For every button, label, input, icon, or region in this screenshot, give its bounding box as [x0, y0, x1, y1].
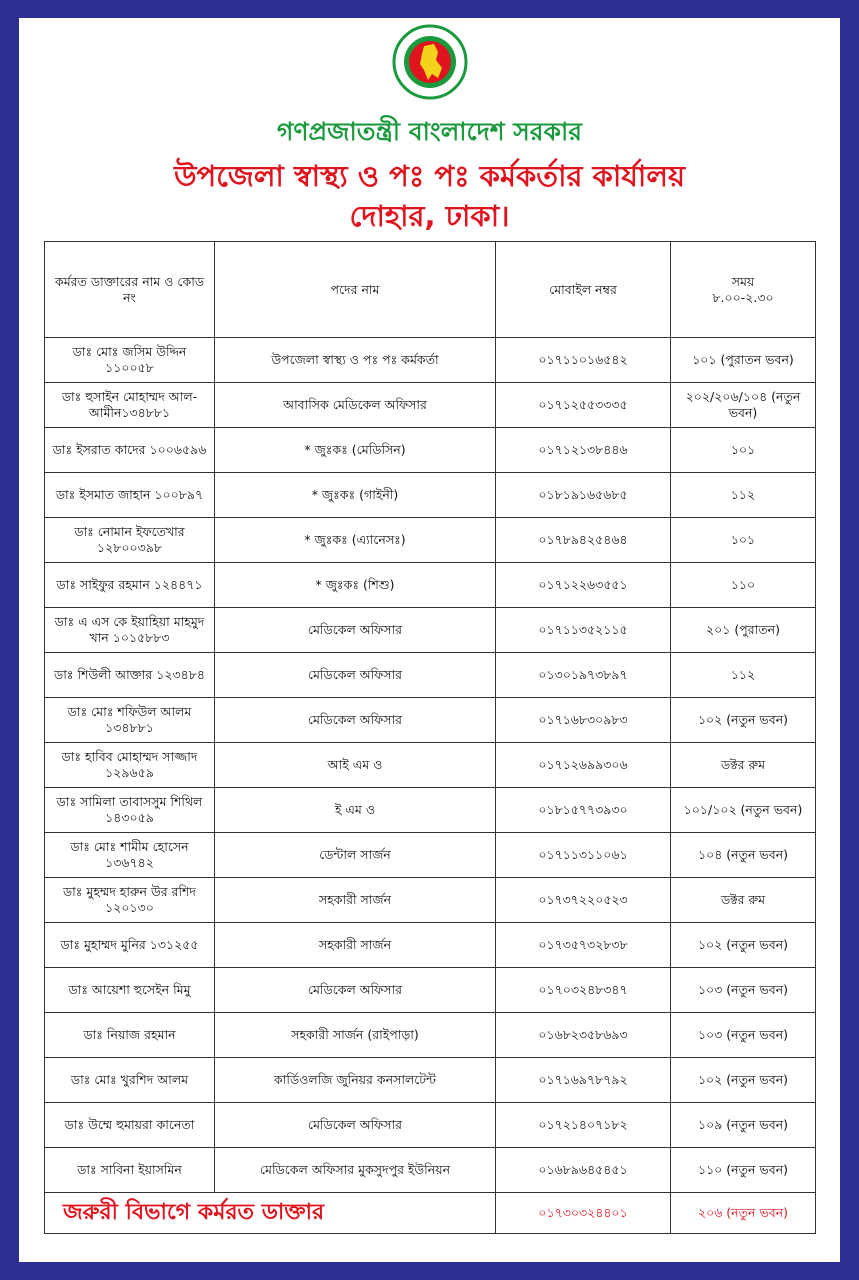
table-row: [45, 878, 816, 923]
room-time: ১০১: [671, 428, 816, 473]
post-name: * জুঃকঃ (গাইনী): [215, 473, 496, 518]
table-row: [45, 383, 816, 428]
mobile-number: ০১৬৮৯৬৪৫৪৫১: [496, 1148, 671, 1193]
room-time: ১০৩ (নতুন ভবন): [671, 968, 816, 1013]
mobile-number: ০১৭২১৪০৭১৮২: [496, 1103, 671, 1148]
post-name: * জুঃকঃ (মেডিসিন): [215, 428, 496, 473]
table-header-row: [45, 242, 816, 338]
mobile-number: ০১৮১৫৭৭৩৯৩০: [496, 788, 671, 833]
doctor-name: ডাঃ মোঃ শামীম হোসেন ১৩৬৭৪২: [45, 833, 215, 878]
doctor-name: ডাঃ নোমান ইফতেখার ১২৮০০৩৯৮: [45, 518, 215, 563]
location-title: দোহার, ঢাকা।: [349, 199, 510, 233]
table-row: [45, 1148, 816, 1193]
post-name: মেডিকেল অফিসার: [215, 698, 496, 743]
room-time: ডক্টর রুম: [671, 743, 816, 788]
post-name: মেডিকেল অফিসার: [215, 608, 496, 653]
table-row: [45, 518, 816, 563]
room-time: ২০১ (পুরাতন): [671, 608, 816, 653]
room-time: ১০২ (নতুন ভবন): [671, 1058, 816, 1103]
doctor-name: ডাঃ হাবিব মোহাম্মদ সাজ্জাদ ১২৯৬৫৯: [45, 743, 215, 788]
doctor-name: ডাঃ আয়েশা হুসেইন মিমু: [45, 968, 215, 1013]
doctor-name: ডাঃ মোঃ শফিউল আলম ১৩৪৮৮১: [45, 698, 215, 743]
doctor-name: ডাঃ শিউলী আক্তার ১২৩৪৮৪: [45, 653, 215, 698]
doctor-name: ডাঃ নিয়াজ রহমান: [45, 1013, 215, 1058]
post-name: মেডিকেল অফিসার মুকসুদপুর ইউনিয়ন: [215, 1148, 496, 1193]
mobile-number: ০১৭১১৩১১০৬১: [496, 833, 671, 878]
room-time: ২০২/২০৬/১০৪ (নতুন ভবন): [671, 383, 816, 428]
post-name: মেডিকেল অফিসার: [215, 968, 496, 1013]
table-row: [45, 698, 816, 743]
government-emblem-icon: [392, 24, 468, 100]
header-name: কর্মরত ডাক্তারের নাম ও কোড নং: [45, 242, 215, 338]
mobile-number: ০১৭১৬৮৩০৯৮৩: [496, 698, 671, 743]
doctor-name: ডাঃ মোঃ জসিম উদ্দিন ১১০০৫৮: [45, 338, 215, 383]
mobile-number: ০১৭০৩২৪৮৩৪৭: [496, 968, 671, 1013]
doctor-name: ডাঃ ইসরাত কাদের ১০০৬৫৯৬: [45, 428, 215, 473]
mobile-number: ০১৭১২৫৫৩৩৩৫: [496, 383, 671, 428]
mobile-number: ০১৭৩৫৭৩২৮৩৮: [496, 923, 671, 968]
header-time: সময় ৮.০০-২.৩০: [671, 242, 816, 338]
mobile-number: ০১৭১২২৬৩৫৫১: [496, 563, 671, 608]
mobile-number: ০১৭১৬৯৭৮৭৯২: [496, 1058, 671, 1103]
mobile-number: ০১৭১১০১৬৫৪২: [496, 338, 671, 383]
post-name: সহকারী সার্জন: [215, 923, 496, 968]
mobile-number: ০১৭১১৩৫২১১৫: [496, 608, 671, 653]
post-name: * জুঃকঃ (এ্যানেসঃ): [215, 518, 496, 563]
room-time: ১০১ (পুরাতন ভবন): [671, 338, 816, 383]
table-row: [45, 968, 816, 1013]
doctor-name: ডাঃ সাইফুর রহমান ১২৪৪৭১: [45, 563, 215, 608]
table-row: [45, 1013, 816, 1058]
post-name: আই এম ও: [215, 743, 496, 788]
post-name: ই এম ও: [215, 788, 496, 833]
emergency-room: ২০৬ (নতুন ভবন): [671, 1193, 816, 1234]
room-time: ১০২ (নতুন ভবন): [671, 923, 816, 968]
post-name: উপজেলা স্বাস্থ্য ও পঃ পঃ কর্মকর্তা: [215, 338, 496, 383]
room-time: ১১০ (নতুন ভবন): [671, 1148, 816, 1193]
mobile-number: ০১৭১২১৩৮৪৪৬: [496, 428, 671, 473]
post-name: * জুঃকঃ (শিশু): [215, 563, 496, 608]
doctor-name: ডাঃ সামিলা তাবাসসুম শিথিল ১৪৩০৫৯: [45, 788, 215, 833]
table-row: [45, 923, 816, 968]
header-mobile: মোবাইল নম্বর: [496, 242, 671, 338]
room-time: ১১২: [671, 653, 816, 698]
mobile-number: ০১৭৮৯৪২৫৪৬৪: [496, 518, 671, 563]
room-time: ১০২ (নতুন ভবন): [671, 698, 816, 743]
room-time: ১০৩ (নতুন ভবন): [671, 1013, 816, 1058]
table-row: [45, 473, 816, 518]
post-name: ডেন্টাল সার্জন: [215, 833, 496, 878]
emergency-mobile: ০১৭৩০৩২৪৪০১: [496, 1193, 671, 1234]
room-time: ১১০: [671, 563, 816, 608]
doctor-name: ডাঃ মুহাম্মদ মুনির ১৩১২৫৫: [45, 923, 215, 968]
room-time: ১০৯ (নতুন ভবন): [671, 1103, 816, 1148]
doctor-name: ডাঃ এ এস কে ইয়াহিয়া মাহমুদ খান ১০১৫৮৮৩: [45, 608, 215, 653]
mobile-number: ০১৭১২৬৯৯৩০৬: [496, 743, 671, 788]
room-time: ১১২: [671, 473, 816, 518]
doctor-name: ডাঃ মুহম্মদ হারুন উর রশিদ ১২০১৩০: [45, 878, 215, 923]
doctor-roster-table: [44, 241, 816, 1234]
table-row: [45, 743, 816, 788]
room-time: ১০১: [671, 518, 816, 563]
post-name: কার্ডিওলজি জুনিয়র কনসালটেন্ট: [215, 1058, 496, 1103]
emergency-label: জরুরী বিভাগে কর্মরত ডাক্তার: [45, 1193, 496, 1234]
table-row: [45, 428, 816, 473]
post-name: সহকারী সার্জন (রাইপাড়া): [215, 1013, 496, 1058]
mobile-number: ০১৮১৯১৬৫৬৮৫: [496, 473, 671, 518]
table-row: [45, 1058, 816, 1103]
doctor-name: ডাঃ হুসাইন মোহাম্মদ আল-আমীন১৩৪৮৮১: [45, 383, 215, 428]
table-row: [45, 608, 816, 653]
post-name: আবাসিক মেডিকেল অফিসার: [215, 383, 496, 428]
doctor-name: ডাঃ সাবিনা ইয়াসমিন: [45, 1148, 215, 1193]
emergency-row: [45, 1193, 816, 1234]
table-row: [45, 833, 816, 878]
room-time: ১০৪ (নতুন ভবন): [671, 833, 816, 878]
room-time: ১০১/১০২ (নতুন ভবন): [671, 788, 816, 833]
doctor-name: ডাঃ ইসমাত জাহান ১০০৮৯৭: [45, 473, 215, 518]
post-name: সহকারী সার্জন: [215, 878, 496, 923]
table-row: [45, 563, 816, 608]
post-name: মেডিকেল অফিসার: [215, 653, 496, 698]
table-row: [45, 338, 816, 383]
doctor-name: ডাঃ মোঃ খুরশিদ আলম: [45, 1058, 215, 1103]
office-title: উপজেলা স্বাস্থ্য ও পঃ পঃ কর্মকর্তার কার্যালয়: [173, 159, 686, 193]
table-row: [45, 653, 816, 698]
mobile-number: ০১৭৩৭২২০৫২৩: [496, 878, 671, 923]
mobile-number: ০১৩০১৯৭৩৮৯৭: [496, 653, 671, 698]
room-time: ডক্টর রুম: [671, 878, 816, 923]
table-row: [45, 1103, 816, 1148]
doctor-name: ডাঃ উম্মে হুমায়রা কানেতা: [45, 1103, 215, 1148]
table-row: [45, 788, 816, 833]
header-post: পদের নাম: [215, 242, 496, 338]
post-name: মেডিকেল অফিসার: [215, 1103, 496, 1148]
government-title: গণপ্রজাতন্ত্রী বাংলাদেশ সরকার: [277, 117, 582, 146]
mobile-number: ০১৬৮২৩৫৮৬৯৩: [496, 1013, 671, 1058]
